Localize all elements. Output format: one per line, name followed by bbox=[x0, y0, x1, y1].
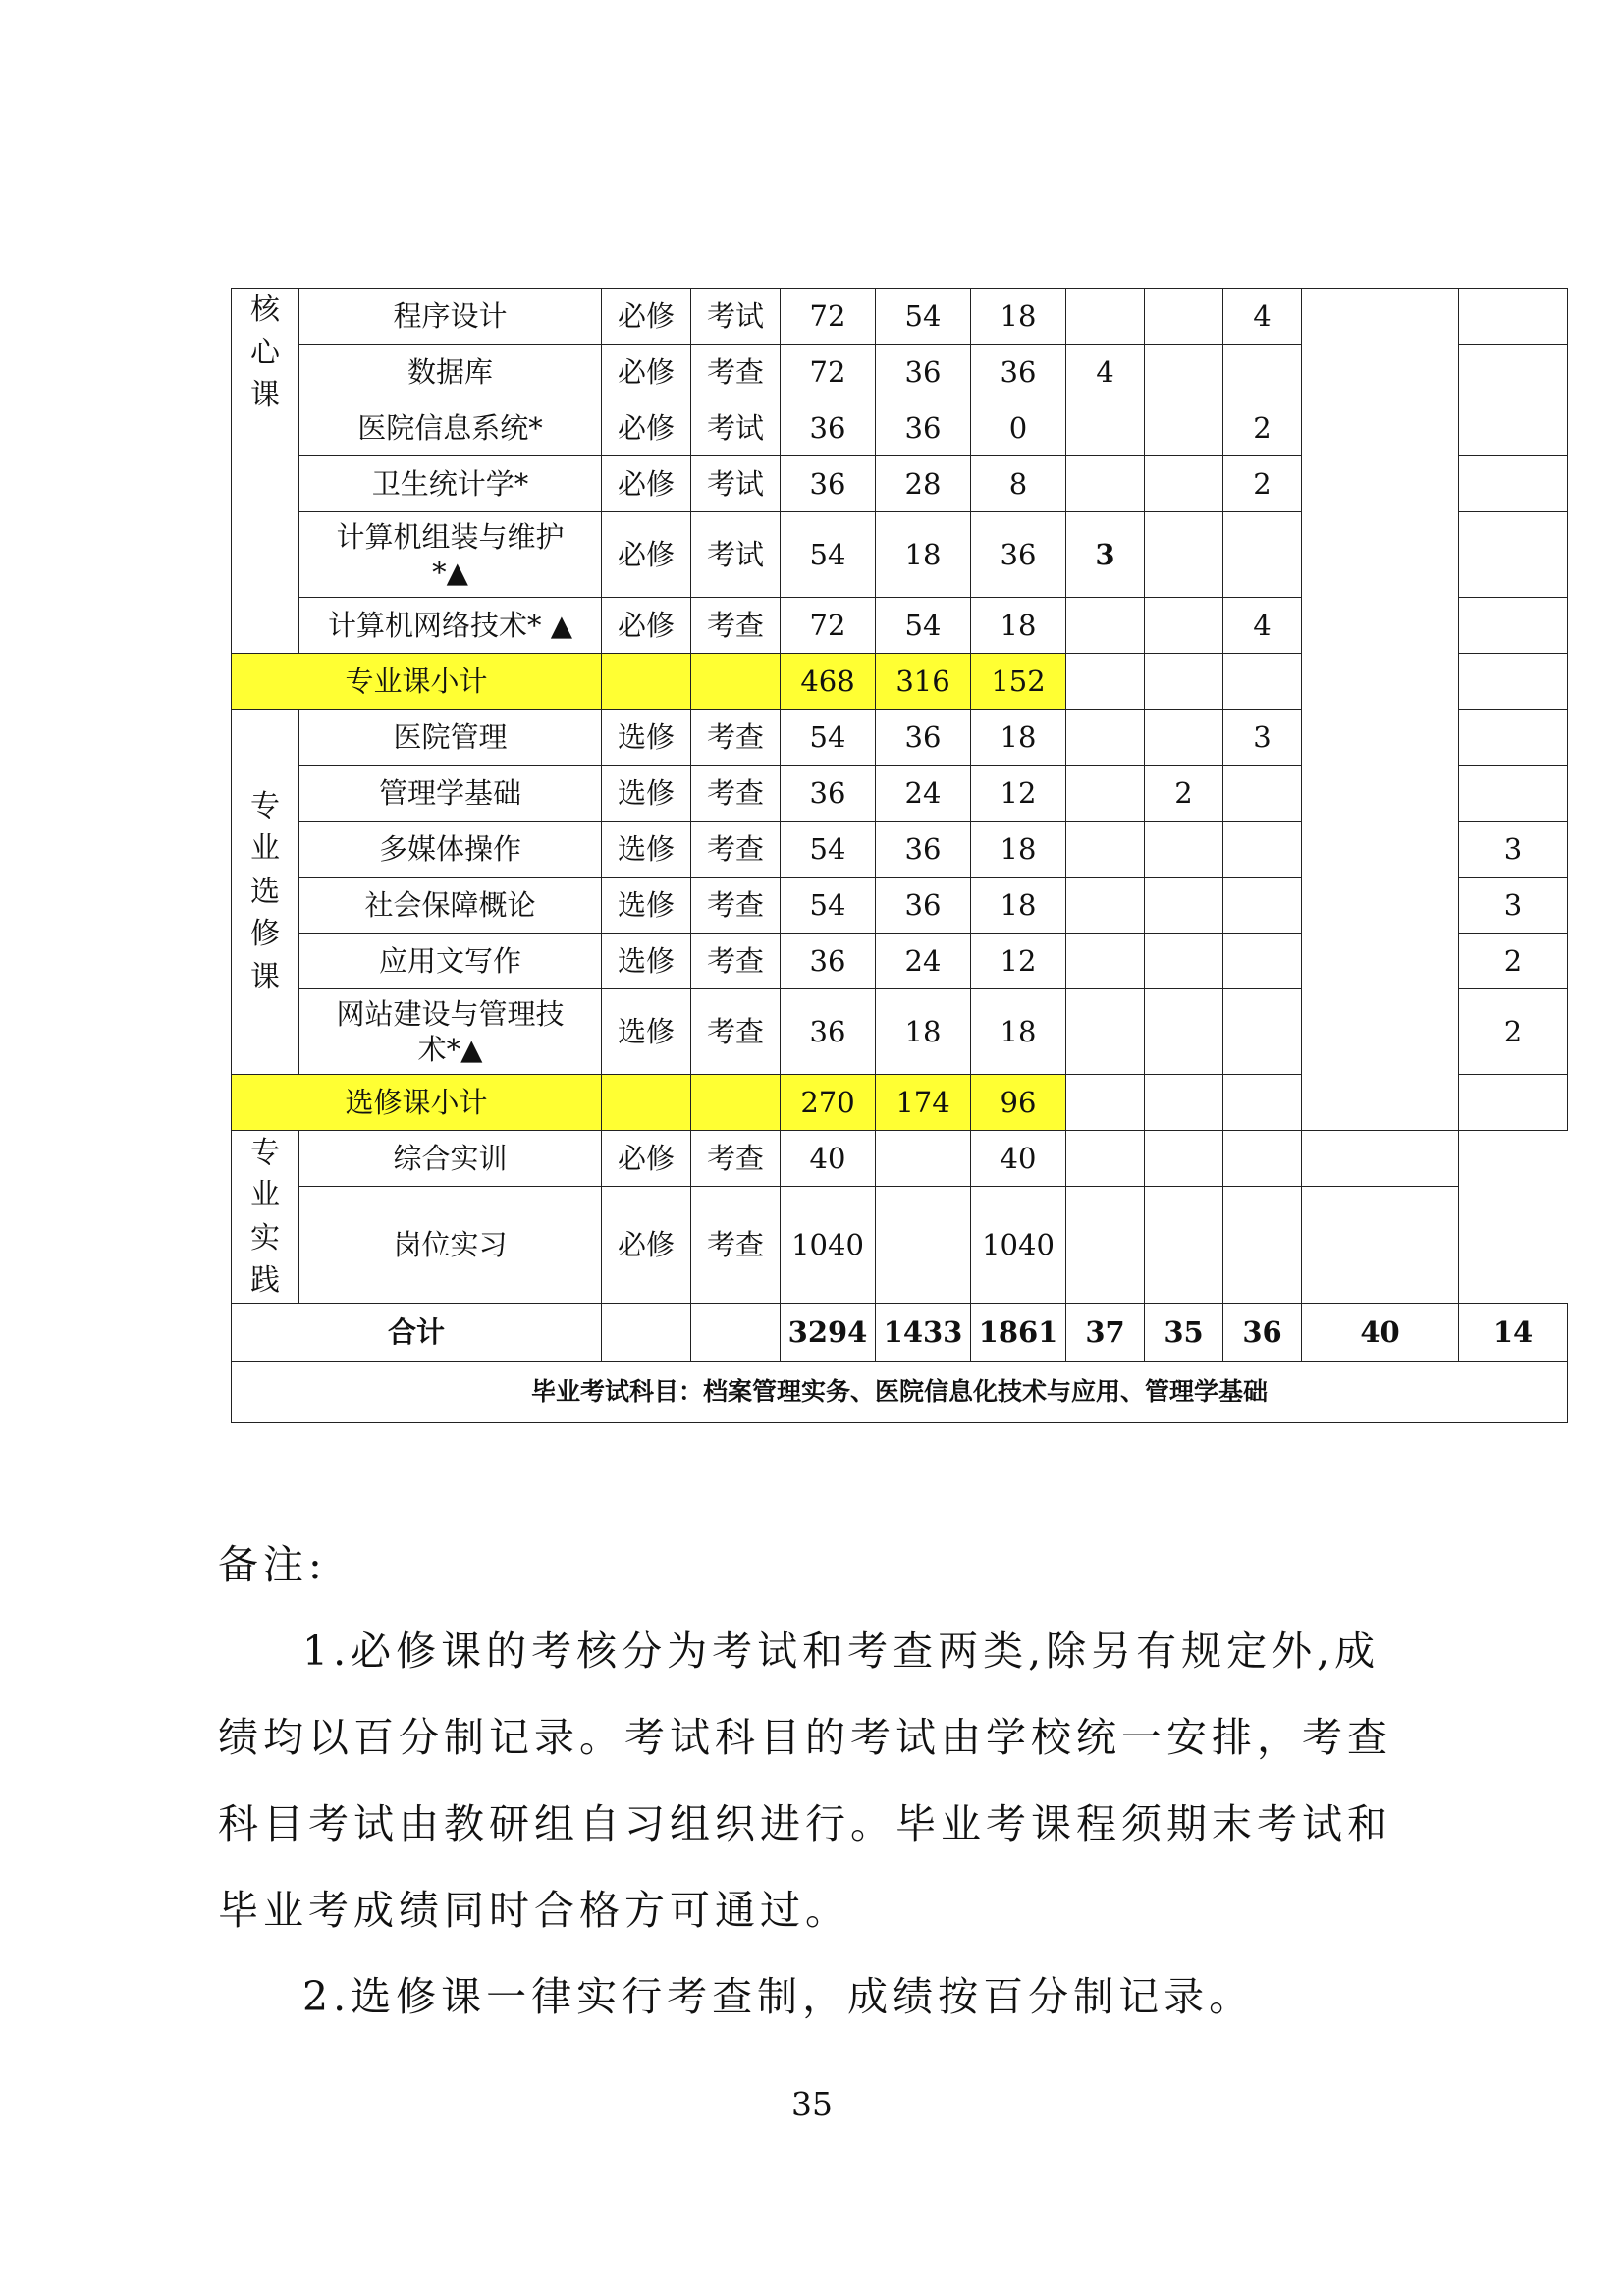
assessment: 考查 bbox=[691, 1187, 781, 1304]
empty-cell bbox=[1459, 1075, 1568, 1131]
course-type: 选修 bbox=[602, 710, 691, 766]
total-hours: 72 bbox=[781, 345, 876, 400]
course-type: 必修 bbox=[602, 598, 691, 654]
assessment: 考试 bbox=[691, 400, 781, 456]
course-name: 管理学基础 bbox=[299, 766, 602, 822]
course-name: 程序设计 bbox=[299, 289, 602, 345]
total-hours: 1040 bbox=[781, 1187, 876, 1304]
course-name: 数据库 bbox=[299, 345, 602, 400]
practice-hours: 40 bbox=[971, 1131, 1066, 1187]
theory-hours: 54 bbox=[876, 598, 971, 654]
assessment: 考试 bbox=[691, 456, 781, 512]
term-1 bbox=[1066, 1131, 1145, 1187]
term-5 bbox=[1459, 345, 1568, 400]
course-name: 社会保障概论 bbox=[299, 878, 602, 934]
assessment: 考查 bbox=[691, 822, 781, 878]
course-type: 必修 bbox=[602, 289, 691, 345]
term-1 bbox=[1066, 1187, 1145, 1304]
theory-hours: 36 bbox=[876, 878, 971, 934]
practice-hours: 36 bbox=[971, 512, 1066, 598]
total-hours: 54 bbox=[781, 878, 876, 934]
note-item-1: 1.必修课的考核分为考试和考查两类,除另有规定外,成绩均以百分制记录。考试科目的考试由学校统一安排，考查科目考试由教研组自习组织进行。毕业考课程须期末考试和毕业考成绩同时合格方可通过。 bbox=[218, 1628, 1392, 1934]
term-3 bbox=[1223, 878, 1302, 934]
empty-cell bbox=[602, 1304, 691, 1362]
term-2 bbox=[1145, 822, 1223, 878]
term-5 bbox=[1302, 1187, 1459, 1304]
term-3 bbox=[1223, 989, 1302, 1075]
course-type: 选修 bbox=[602, 934, 691, 989]
course-name: 网站建设与管理技术*▲ bbox=[299, 989, 602, 1075]
assessment: 考试 bbox=[691, 289, 781, 345]
practice-hours: 18 bbox=[971, 710, 1066, 766]
assessment: 考查 bbox=[691, 989, 781, 1075]
total-hours: 54 bbox=[781, 710, 876, 766]
theory-hours: 28 bbox=[876, 456, 971, 512]
term-1 bbox=[1066, 766, 1145, 822]
empty-cell bbox=[1066, 654, 1145, 710]
total-hours: 36 bbox=[781, 400, 876, 456]
table-row bbox=[232, 1187, 1568, 1304]
term-1 bbox=[1066, 989, 1145, 1075]
term-3: 4 bbox=[1223, 289, 1302, 345]
term-3: 4 bbox=[1223, 598, 1302, 654]
note-item-2: 2.选修课一律实行考查制，成绩按百分制记录。 bbox=[302, 1973, 1255, 2020]
grand-total-practice: 1861 bbox=[971, 1304, 1066, 1362]
term-3 bbox=[1223, 512, 1302, 598]
course-name: 卫生统计学* bbox=[299, 456, 602, 512]
term-1 bbox=[1066, 598, 1145, 654]
grand-total-term-1: 37 bbox=[1066, 1304, 1145, 1362]
course-name: 医院管理 bbox=[299, 710, 602, 766]
term-1 bbox=[1066, 289, 1145, 345]
assessment: 考查 bbox=[691, 598, 781, 654]
term-2 bbox=[1145, 710, 1223, 766]
theory-hours: 36 bbox=[876, 710, 971, 766]
subtotal-theory: 316 bbox=[876, 654, 971, 710]
course-type: 选修 bbox=[602, 766, 691, 822]
term-5 bbox=[1459, 456, 1568, 512]
total-hours: 72 bbox=[781, 289, 876, 345]
term-3: 3 bbox=[1223, 710, 1302, 766]
course-type: 选修 bbox=[602, 878, 691, 934]
term-4 bbox=[1302, 289, 1459, 1131]
term-5 bbox=[1302, 1131, 1459, 1187]
subtotal-label: 选修课小计 bbox=[232, 1075, 602, 1131]
grand-total-term-3: 36 bbox=[1223, 1304, 1302, 1362]
term-2 bbox=[1145, 400, 1223, 456]
total-hours: 54 bbox=[781, 822, 876, 878]
practice-hours: 18 bbox=[971, 598, 1066, 654]
course-type: 选修 bbox=[602, 989, 691, 1075]
course-name: 计算机网络技术* ▲ bbox=[299, 598, 602, 654]
practice-hours: 18 bbox=[971, 878, 1066, 934]
term-5: 3 bbox=[1459, 822, 1568, 878]
notes-heading: 备注: bbox=[218, 1541, 327, 1588]
term-3 bbox=[1223, 934, 1302, 989]
total-hours: 36 bbox=[781, 934, 876, 989]
term-2 bbox=[1145, 345, 1223, 400]
term-2 bbox=[1145, 878, 1223, 934]
theory-hours: 36 bbox=[876, 400, 971, 456]
term-5 bbox=[1459, 766, 1568, 822]
category-practice-cell bbox=[232, 1131, 299, 1304]
subtotal-practice: 152 bbox=[971, 654, 1066, 710]
course-name: 多媒体操作 bbox=[299, 822, 602, 878]
total-hours: 36 bbox=[781, 766, 876, 822]
term-3: 2 bbox=[1223, 400, 1302, 456]
theory-hours: 24 bbox=[876, 766, 971, 822]
course-name: 综合实训 bbox=[299, 1131, 602, 1187]
assessment: 考查 bbox=[691, 345, 781, 400]
graduation-exam-row bbox=[232, 1362, 1568, 1423]
assessment: 考查 bbox=[691, 934, 781, 989]
term-1 bbox=[1066, 822, 1145, 878]
term-1: 4 bbox=[1066, 345, 1145, 400]
total-hours: 54 bbox=[781, 512, 876, 598]
grand-total-theory: 1433 bbox=[876, 1304, 971, 1362]
term-2 bbox=[1145, 456, 1223, 512]
term-2 bbox=[1145, 934, 1223, 989]
course-type: 必修 bbox=[602, 512, 691, 598]
theory-hours: 18 bbox=[876, 989, 971, 1075]
total-hours: 40 bbox=[781, 1131, 876, 1187]
grand-total-term-2: 35 bbox=[1145, 1304, 1223, 1362]
empty-cell bbox=[1223, 1075, 1302, 1131]
practice-hours: 36 bbox=[971, 345, 1066, 400]
table-row bbox=[232, 289, 1568, 345]
assessment: 考查 bbox=[691, 766, 781, 822]
term-1 bbox=[1066, 400, 1145, 456]
grand-total-hours: 3294 bbox=[781, 1304, 876, 1362]
assessment: 考查 bbox=[691, 710, 781, 766]
theory-hours: 36 bbox=[876, 822, 971, 878]
course-type: 必修 bbox=[602, 456, 691, 512]
term-3 bbox=[1223, 1187, 1302, 1304]
teaching-plan-table bbox=[231, 288, 1568, 1423]
term-3: 2 bbox=[1223, 456, 1302, 512]
term-2 bbox=[1145, 289, 1223, 345]
empty-cell bbox=[1145, 1075, 1223, 1131]
grand-total-term-4: 40 bbox=[1302, 1304, 1459, 1362]
category-elective-label: 专业选修课 bbox=[250, 788, 280, 994]
subtotal-theory: 174 bbox=[876, 1075, 971, 1131]
grand-total-term-5: 14 bbox=[1459, 1304, 1568, 1362]
grand-total-row bbox=[232, 1304, 1568, 1362]
term-5 bbox=[1459, 289, 1568, 345]
term-2 bbox=[1145, 1131, 1223, 1187]
empty-cell bbox=[1459, 654, 1568, 710]
term-5 bbox=[1459, 512, 1568, 598]
empty-cell bbox=[1223, 654, 1302, 710]
table-row bbox=[232, 1131, 1568, 1187]
empty-cell bbox=[691, 1304, 781, 1362]
empty-cell bbox=[1066, 1075, 1145, 1131]
category-elective-cell bbox=[232, 710, 299, 1075]
course-name: 计算机组装与维护*▲ bbox=[299, 512, 602, 598]
graduation-exam-subjects: 毕业考试科目：档案管理实务、医院信息化技术与应用、管理学基础 bbox=[232, 1362, 1568, 1423]
subtotal-total: 270 bbox=[781, 1075, 876, 1131]
course-type: 必修 bbox=[602, 345, 691, 400]
term-3 bbox=[1223, 345, 1302, 400]
term-3 bbox=[1223, 822, 1302, 878]
term-1 bbox=[1066, 710, 1145, 766]
term-2 bbox=[1145, 598, 1223, 654]
course-name: 医院信息系统* bbox=[299, 400, 602, 456]
theory-hours: 18 bbox=[876, 512, 971, 598]
grand-total-label: 合计 bbox=[232, 1304, 602, 1362]
theory-hours bbox=[876, 1131, 971, 1187]
notes-section bbox=[218, 1522, 1416, 2040]
term-2 bbox=[1145, 989, 1223, 1075]
term-2 bbox=[1145, 512, 1223, 598]
practice-hours: 1040 bbox=[971, 1187, 1066, 1304]
subtotal-total: 468 bbox=[781, 654, 876, 710]
total-hours: 36 bbox=[781, 989, 876, 1075]
term-3 bbox=[1223, 1131, 1302, 1187]
theory-hours: 54 bbox=[876, 289, 971, 345]
term-1 bbox=[1066, 878, 1145, 934]
practice-hours: 12 bbox=[971, 934, 1066, 989]
category-core-label: 核心课 bbox=[250, 293, 280, 412]
total-hours: 36 bbox=[781, 456, 876, 512]
assessment: 考查 bbox=[691, 1131, 781, 1187]
term-5 bbox=[1459, 598, 1568, 654]
category-core-cell bbox=[232, 289, 299, 654]
term-1 bbox=[1066, 934, 1145, 989]
page-number: 35 bbox=[791, 2085, 833, 2123]
term-5: 2 bbox=[1459, 934, 1568, 989]
term-5: 3 bbox=[1459, 878, 1568, 934]
practice-hours: 18 bbox=[971, 989, 1066, 1075]
empty-cell bbox=[602, 654, 691, 710]
practice-hours: 18 bbox=[971, 822, 1066, 878]
course-type: 选修 bbox=[602, 822, 691, 878]
course-type: 必修 bbox=[602, 1187, 691, 1304]
theory-hours: 36 bbox=[876, 345, 971, 400]
empty-cell bbox=[602, 1075, 691, 1131]
term-5: 2 bbox=[1459, 989, 1568, 1075]
term-2 bbox=[1145, 1187, 1223, 1304]
subtotal-label: 专业课小计 bbox=[232, 654, 602, 710]
term-3 bbox=[1223, 766, 1302, 822]
subtotal-practice: 96 bbox=[971, 1075, 1066, 1131]
practice-hours: 12 bbox=[971, 766, 1066, 822]
total-hours: 72 bbox=[781, 598, 876, 654]
term-2: 2 bbox=[1145, 766, 1223, 822]
theory-hours: 24 bbox=[876, 934, 971, 989]
term-5 bbox=[1459, 710, 1568, 766]
practice-hours: 8 bbox=[971, 456, 1066, 512]
term-5 bbox=[1459, 400, 1568, 456]
empty-cell bbox=[691, 1075, 781, 1131]
theory-hours bbox=[876, 1187, 971, 1304]
course-type: 必修 bbox=[602, 1131, 691, 1187]
practice-hours: 0 bbox=[971, 400, 1066, 456]
course-name: 应用文写作 bbox=[299, 934, 602, 989]
course-name: 岗位实习 bbox=[299, 1187, 602, 1304]
assessment: 考试 bbox=[691, 512, 781, 598]
term-1: 3 bbox=[1066, 512, 1145, 598]
category-practice-label: 专业实践 bbox=[250, 1135, 280, 1298]
empty-cell bbox=[691, 654, 781, 710]
empty-cell bbox=[1145, 654, 1223, 710]
practice-hours: 18 bbox=[971, 289, 1066, 345]
assessment: 考查 bbox=[691, 878, 781, 934]
term-1 bbox=[1066, 456, 1145, 512]
course-type: 必修 bbox=[602, 400, 691, 456]
